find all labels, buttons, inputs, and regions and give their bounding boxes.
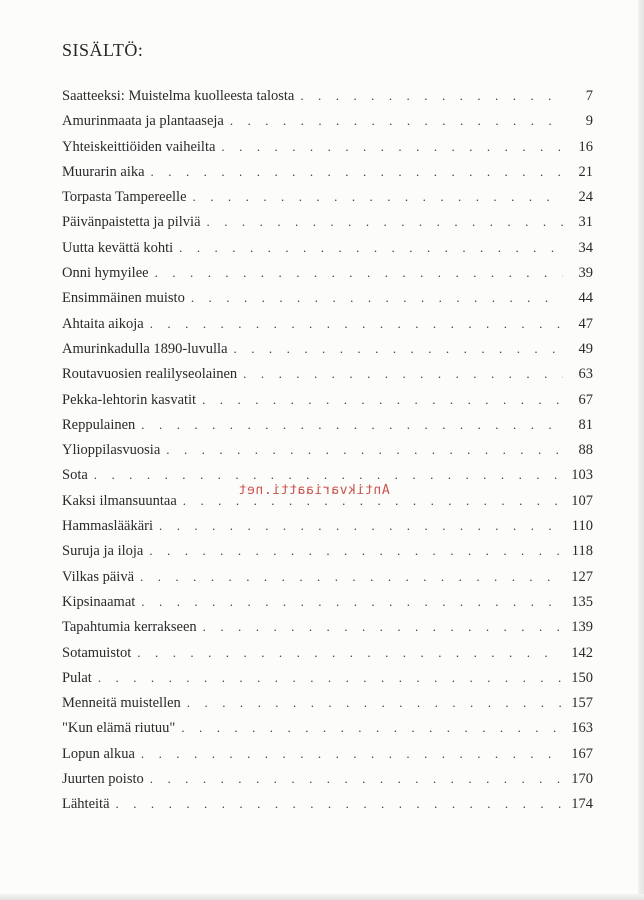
toc-entry (62, 392, 593, 417)
seller-stamp: Antikvariaatti.net (238, 483, 390, 498)
toc-entry (62, 240, 593, 265)
toc-entry-title: "Kun elämä riutuu" (62, 720, 176, 737)
toc-entry (62, 720, 593, 745)
toc-entry (62, 569, 593, 594)
toc-entry-title: Routavuosien realilyseolainen (62, 366, 238, 383)
toc-entry-title: Saatteeksi: Muistelma kuolleesta talosta (62, 88, 295, 104)
toc-entry-title: Vilkas päivä (62, 568, 135, 585)
dot-leader (137, 645, 563, 661)
toc-entry-title: Menneitä muistellen (62, 695, 181, 712)
toc-entry-title: Lähteitä (62, 796, 110, 813)
toc-entry-page-number: 44 (578, 290, 593, 307)
dot-leader (141, 417, 563, 433)
toc-entry (62, 164, 593, 189)
toc-entry-page-number: 107 (571, 492, 593, 509)
toc-entry-page-number: 81 (578, 416, 593, 433)
dot-leader (300, 88, 563, 104)
dot-leader (243, 366, 563, 382)
dot-leader (155, 265, 563, 281)
toc-entry-page-number: 127 (571, 568, 593, 585)
toc-entry-title: Amurinmaata ja plantaaseja (62, 113, 224, 130)
dot-leader (179, 240, 563, 256)
dot-leader (141, 594, 563, 610)
dot-leader (150, 316, 563, 332)
dot-leader (191, 290, 563, 306)
toc-entry (62, 113, 593, 138)
toc-entry-title: Uutta kevättä kohti (62, 239, 174, 256)
toc-entry (62, 442, 593, 467)
toc-entry-title: Kaksi ilmansuuntaa (62, 492, 177, 509)
toc-entry-title: Suruja ja iloja (62, 543, 144, 560)
toc-entry (62, 695, 593, 720)
dot-leader (181, 720, 563, 736)
toc-entry-page-number: 118 (571, 543, 593, 560)
toc-entry-page-number: 157 (571, 695, 593, 712)
dot-leader (221, 139, 563, 155)
toc-entry (62, 341, 593, 366)
toc-entry-page-number: 103 (571, 467, 593, 484)
toc-entry-title: Pekka-lehtorin kasvatit (62, 391, 197, 408)
dot-leader (207, 214, 563, 230)
toc-entry-page-number: 16 (578, 138, 593, 155)
toc-entry-title: Juurten poisto (62, 771, 144, 788)
toc-entry (62, 619, 593, 644)
dot-leader (166, 442, 563, 458)
toc-entry-page-number: 110 (571, 518, 593, 535)
dot-leader (159, 518, 563, 534)
page-edge-shadow (638, 0, 644, 900)
toc-entry-page-number: 21 (578, 163, 593, 180)
toc-entry (62, 670, 593, 695)
toc-entry (62, 594, 593, 619)
toc-entry (62, 645, 593, 670)
toc-entry-title: Lopun alkua (62, 745, 135, 762)
toc-entry (62, 417, 593, 442)
toc-entry-title: Yhteiskeittiöiden vaiheilta (62, 138, 216, 155)
toc-entry (62, 518, 593, 543)
toc-entry-page-number: 34 (578, 239, 593, 256)
toc-entry-title: Päivänpaistetta ja pilviä (62, 214, 201, 231)
dot-leader (141, 746, 563, 762)
toc-entry-title: Tapahtumia kerrakseen (62, 619, 197, 636)
toc-entry (62, 366, 593, 391)
dot-leader (202, 392, 563, 408)
toc-entry (62, 189, 593, 214)
toc-heading: SISÄLTÖ: (62, 40, 144, 60)
toc-entry (62, 214, 593, 239)
toc-entry-page-number: 49 (578, 340, 593, 357)
toc-entry-page-number: 24 (578, 189, 593, 206)
dot-leader (234, 341, 563, 357)
toc-entry-page-number: 150 (571, 669, 593, 686)
toc-entry-page-number: 63 (578, 366, 593, 383)
dot-leader (140, 569, 563, 585)
toc-entry (62, 265, 593, 290)
toc-entry-title: Sota (62, 467, 88, 484)
toc-entry-page-number: 174 (571, 796, 593, 813)
dot-leader (187, 695, 563, 711)
toc-entry (62, 139, 593, 164)
toc-entry-page-number: 139 (571, 619, 593, 636)
toc-entry-title: Onni hymyilee (62, 265, 149, 282)
dot-leader (116, 796, 563, 812)
toc-entry-page-number: 163 (571, 720, 593, 737)
page-bottom-shadow (0, 894, 644, 900)
toc-entry-title: Kipsinaamat (62, 593, 136, 610)
dot-leader (150, 771, 563, 787)
toc-entry-title: Ensimmäinen muisto (62, 290, 185, 307)
toc-entry-page-number: 7 (585, 88, 593, 104)
toc-entry-title: Ylioppilasvuosia (62, 442, 161, 459)
toc-entry-page-number: 39 (578, 265, 593, 282)
toc-entry-page-number: 88 (578, 442, 593, 459)
dot-leader (98, 670, 563, 686)
toc-entry-title: Pulat (62, 669, 92, 686)
toc-entry-page-number: 167 (571, 745, 593, 762)
table-of-contents (62, 88, 593, 822)
toc-entry-title: Reppulainen (62, 416, 136, 433)
toc-entry-title: Muurarin aika (62, 163, 145, 180)
dot-leader (149, 543, 563, 559)
toc-entry (62, 796, 593, 821)
toc-entry-title: Hammaslääkäri (62, 518, 153, 535)
toc-entry-title: Ahtaita aikoja (62, 315, 144, 332)
toc-entry-page-number: 142 (571, 644, 593, 661)
dot-leader (193, 189, 563, 205)
toc-entry-page-number: 170 (571, 771, 593, 788)
toc-entry (62, 746, 593, 771)
dot-leader (94, 467, 563, 483)
toc-entry-title: Amurinkadulla 1890-luvulla (62, 340, 228, 357)
toc-entry (62, 290, 593, 315)
toc-entry-page-number: 47 (578, 315, 593, 332)
toc-entry (62, 316, 593, 341)
toc-entry-title: Torpasta Tampereelle (62, 189, 187, 206)
toc-entry-page-number: 67 (578, 391, 593, 408)
dot-leader (230, 113, 563, 129)
dot-leader (151, 164, 563, 180)
toc-entry (62, 88, 593, 113)
toc-entry-page-number: 31 (578, 214, 593, 231)
toc-entry-page-number: 9 (585, 113, 593, 130)
toc-entry (62, 771, 593, 796)
toc-entry (62, 543, 593, 568)
toc-entry-title: Sotamuistot (62, 644, 132, 661)
toc-entry-page-number: 135 (571, 593, 593, 610)
dot-leader (203, 619, 563, 635)
